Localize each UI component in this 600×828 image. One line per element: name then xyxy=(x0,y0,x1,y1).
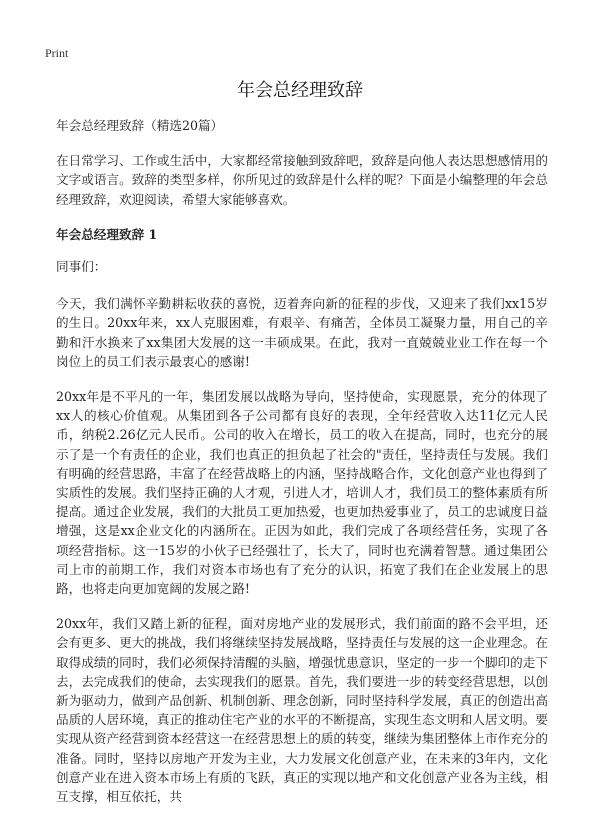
salutation: 同事们： xyxy=(56,259,107,275)
body-paragraph-2: 20xx年是不平凡的一年，集团发展以战略为导向，坚持使命，实现愿景，充分的体现了xx人的核心价值观。从集团到各子公司都有良好的表现，全年经营收入达11亿元人民币，纳税2.26亿元人民币。公司的收入在增长，员工的收入在提高，同时，也充分的展示了是一个有责任的企业，我们也真正的担负起了社会的"责任，坚持责任与发展。我们有明确的经营思路，丰富了在经营战略上的内涵，坚持战略合作，文化创意产业也得到了实质性的发展。我们坚持正确的人才观，引进人才，培训人才，我们员工的整体素质有所提高。通过企业发展，我们的大批员工更加热爱，也更加热爱事业了，员工的忠诚度日益增强，这是xx企业文化的内涵所在。正因为如此，我们完成了各项经营任务，实现了各项经营指标。这一15岁的小伙子已经强壮了，长大了，同时也充满着智慧。通过集团公司上市的前期工作，我们对资本市场也有了充分的认识，拓宽了我们在企业发展上的思路，也将走向更加宽阔的发展之路! xyxy=(56,389,548,597)
print-link[interactable]: Print xyxy=(45,46,69,60)
article-body xyxy=(56,116,548,822)
page-title: 年会总经理致辞 xyxy=(237,80,363,101)
section-heading: 年会总经理致辞 1 xyxy=(56,226,158,242)
body-paragraph-1: 今天，我们满怀辛勤耕耘收获的喜悦，迈着奔向新的征程的步伐，又迎来了我们xx15岁的生日。20xx年来，xx人克服困难，有艰辛、有痛苦，全体员工凝聚力量，用自己的辛勤和汗水换来了xx集团大发展的这一丰硕成果。在此，我对一直兢兢业业工作在每一个岗位上的员工们表示最衷心的感谢! xyxy=(56,296,548,369)
document-subtitle: 年会总经理致辞（精选20篇） xyxy=(56,118,224,133)
body-paragraph-3: 20xx年，我们又踏上新的征程，面对房地产业的发展形式，我们前面的路不会平坦，还会有更多、更大的挑战，我们将继续坚持发展战略，坚持责任与发展的这一企业理念。在取得成绩的同时，我们必须保持清醒的头脑，增强忧患意识，坚定的一步一个脚印的走下去，去完成我们的使命，去实现我们的愿景。首先，我们要进一步的转变经营思想，以创新为驱动力，做到产品创新、机制创新、理念创新，同时坚持科学发展，真正的创造出高品质的人居环境，真正的推动住宅产业的水平的不断提高，实现生态文明和人居文明。要实现从资产经营到资本经营这一在经营思想上的质的转变，继续为集团整体上市作充分的准备。同时，坚持以房地产开发为主业，大力发展文化创意产业，在未来的3年内，文化创意产业在进入资本市场上有质的飞跃，真正的实现以地产和文化创意产业各为主线，相互支撑，相互依托，共 xyxy=(56,616,548,805)
intro-paragraph: 在日常学习、工作或生活中，大家都经常接触到致辞吧，致辞是向他人表达思想感情用的文字或语言。致辞的类型多样，你所见过的致辞是什么样的呢？下面是小编整理的年会总经理致辞，欢迎阅读，希望大家能够喜欢。 xyxy=(56,153,548,207)
